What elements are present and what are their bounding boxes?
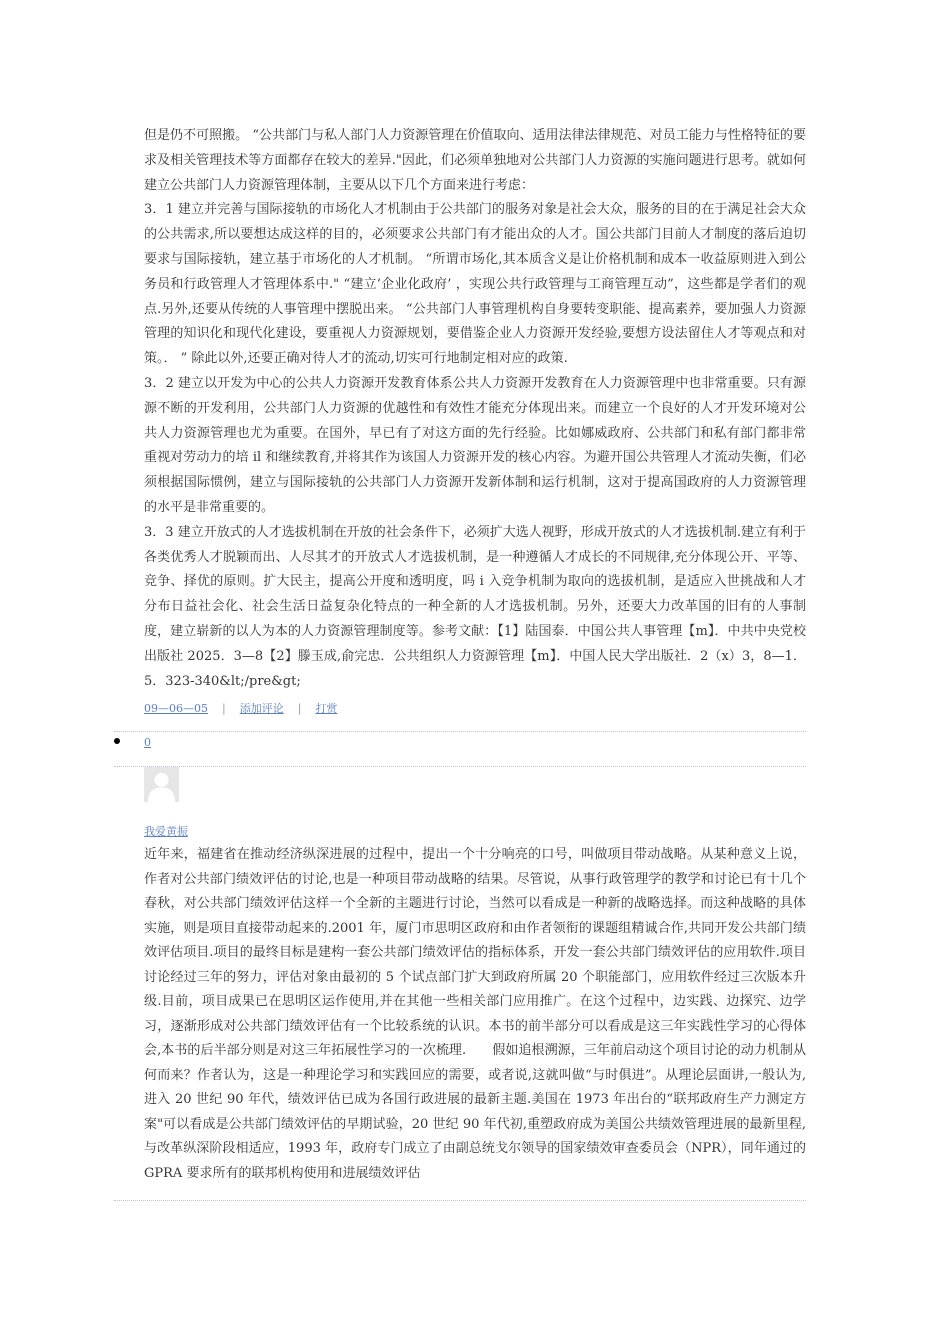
bullet-icon — [114, 738, 120, 744]
reward-link[interactable]: 打赏 — [315, 702, 338, 715]
post-paragraph: 3．1 建立并完善与国际接轨的市场化人才机制由于公共部门的服务对象是社会大众，服务的目的在于满足社会大众的公共需求,所以要想达成这样的目的，必须要求公共部门有才能出众的人才。国公共部门目前人才制度的落后迫切要求与国际接轨，建立基于市场化的人才机制。 “所谓市场化,其本质含义是让价格机制和成本一收益原则进入到公务员和行政管理人才管理体系中." “建立‘企业化政府’ ，实现公共行政管理与工商管理互动”，这些都是学者们的观点.另外,还要从传统的人事管理中摆脱出来。 “公共部门人事管理机构自身要转变职能、提高素养，要加强人力资源管理的知识化和现代化建设，要重视人力资源规划，要借鉴企业人力资源开发经验,要想方设法留住人才等观点和对策。． ” 除此以外,还要正确对待人才的流动,切实可行地制定相对应的政策. — [144, 202, 806, 367]
divider — [114, 1200, 806, 1201]
post-meta-bar — [144, 700, 337, 716]
comment-body — [144, 843, 806, 1186]
post-body — [144, 124, 806, 694]
post-paragraph: 3．2 建立以开发为中心的公共人力资源开发教育体系公共人力资源开发教育在人力资源管理中也非常重要。只有源源不断的开发利用，公共部门人力资源的优越性和有效性才能充分体现出来。而建立一个良好的人才开发环境对公共人力资源管理也尤为重要。在国外，早已有了对这方面的先行经验。比如娜威政府、公共部门和私有部门都非常重视对劳动力的培 il 和继续教育,并将其作为该国人力资源开发的核心内容。为避开国公共管理人才流动失衡，们必须根据国际惯例，建立与国际接轨的公共部门人力资源开发新体制和运行机制，这对于提高国政府的人力资源管理的水平是非常重要的。 — [144, 375, 806, 515]
post-paragraph: 但是仍不可照搬。 “公共部门与私人部门人力资源管理在价值取向、适用法律法律规范、对员工能力与性格特征的要求及相关管理技术等方面都存在较大的差异."因此，们必须单独地对公共部门人力资源的实施问题进行思考。就如何建立公共部门人力资源管理体制，主要从以下几个方面来进行考虑： — [144, 128, 806, 193]
post-date-link[interactable]: 09—06—05 — [144, 702, 208, 715]
add-comment-link[interactable]: 添加评论 — [239, 702, 284, 715]
meta-separator: | — [222, 702, 226, 715]
divider — [114, 766, 806, 767]
comment-author-link[interactable]: 我爱黄振 — [144, 825, 188, 838]
comment-text: 近年来，福建省在推动经济纵深进展的过程中，提出一个十分响亮的口号，叫做项目带动战略。从某种意义上说，作者对公共部门绩效评估的讨论,也是一种项目带动战略的结果。尽管说，从事行政管理学的教学和讨论已有十几个春秋，对公共部门绩效评估这样一个全新的主题进行讨论，当然可以看成是一种新的战略选择。而这种战略的具体实施，则是项目直接带动起来的.2001 年，厦门市思明区政府和由作者领衔的课题组精诚合作,共同开发公共部门绩效评估项目.项目的最终目标是建构一套公共部门绩效评估的指标体系，开发一套公共部门绩效评估的应用软件.项目讨论经过三年的努力，评估对象由最初的 5 个试点部门扩大到政府所属 20 个职能部门，应用软件经过三次版本升级.目前，项目成果已在思明区运作使用,并在其他一些相关部门应用推广。在这个过程中，边实践、边探究、边学习，逐渐形成对公共部门绩效评估有一个比较系统的认识。本书的前半部分可以看成是这三年实践性学习的心得体会,本书的后半部分则是对这三年拓展性学习的一次梳理. 假如追根溯源，三年前启动这个项目讨论的动力机制从何而来？作者认为，这是一种理论学习和实践回应的需要，或者说,这就叫做“与时俱进”。从理论层面讲,一般认为,进入 20 世纪 90 年代，绩效评估已成为各国行政进展的最新主题.美国在 1973 年出台的“联邦政府生产力测定方案"可以看成是公共部门绩效评估的早期试验，20 世纪 90 年代初,重塑政府成为美国公共绩效管理进展的最新里程,与改革纵深阶段相适应，1993 年，政府专门成立了由副总统戈尔领导的国家绩效审查委员会（NPR），同年通过的 GPRA 要求所有的联邦机构使用和进展绩效评估 — [144, 847, 806, 1181]
post-paragraph: 3．3 建立开放式的人才选拔机制在开放的社会条件下，必须扩大选人视野，形成开放式的人才选拔机制.建立有利于各类优秀人才脱颖而出、人尽其才的开放式人才选拔机制，是一种遵循人才成长的不同规律,充分体现公开、平等、竞争、择优的原则。扩大民主，提高公开度和透明度，吗 i 入竞争机制为取向的选拔机制，是适应入世挑战和人才分布日益社会化、社会生活日益复杂化特点的一种全新的人才选拔机制。另外，还要大力改革国的旧有的人事制度，建立崭新的以人为本的人力资源管理制度等。参考文献：【1】陆国泰．中国公共人事管理【m】．中共中央党校出版社 2025．3—8【2】滕玉成,俞完忠．公共组织人力资源管理【m】．中国人民大学出版社．2（x）3，8—1．5．323-340&lt;/pre&gt; — [144, 524, 806, 689]
default-avatar-icon — [144, 767, 179, 802]
avatar[interactable] — [144, 767, 179, 802]
divider — [114, 731, 806, 732]
comment-count-link[interactable]: 0 — [144, 736, 151, 749]
meta-separator: | — [297, 702, 302, 715]
